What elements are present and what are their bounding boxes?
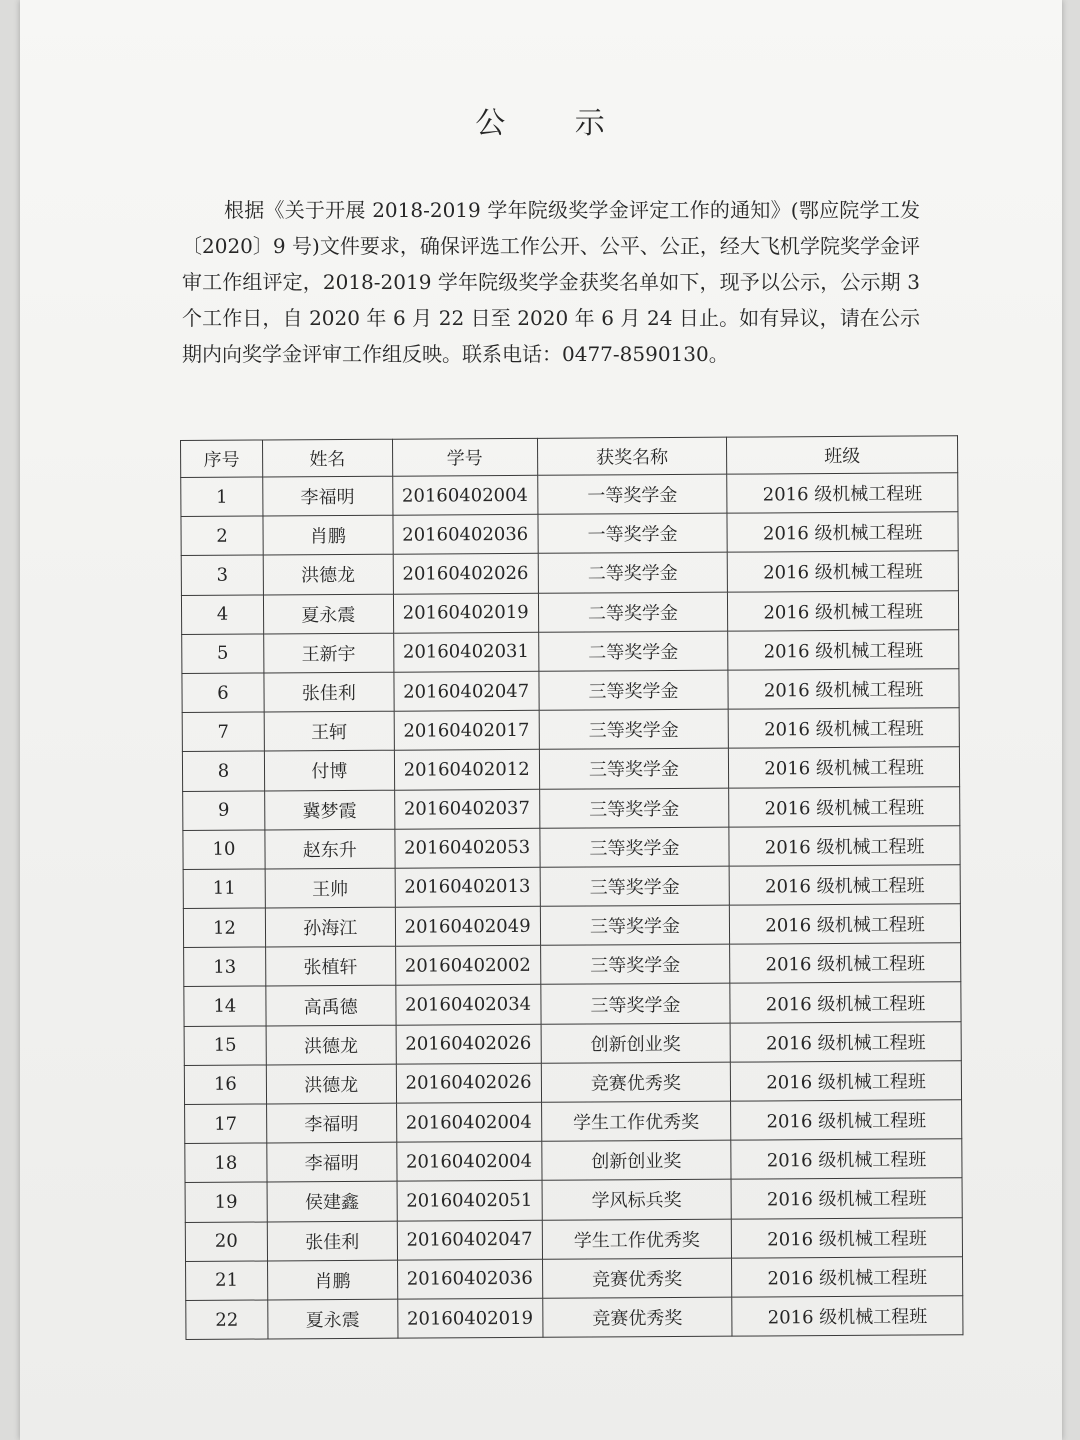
cell-student-id: 20160402026 <box>396 1063 541 1103</box>
table-row <box>184 1021 961 1065</box>
cell-award: 二等奖学金 <box>538 553 728 593</box>
cell-student-id: 20160402013 <box>395 867 540 907</box>
cell-class: 2016 级机械工程班 <box>730 943 961 984</box>
cell-class: 2016 级机械工程班 <box>728 590 959 631</box>
cell-award: 竞赛优秀奖 <box>542 1297 732 1337</box>
cell-class: 2016 级机械工程班 <box>729 865 960 906</box>
cell-award: 三等奖学金 <box>540 866 730 906</box>
table-row <box>181 551 958 595</box>
table-row <box>185 1100 962 1144</box>
cell-award: 创新创业奖 <box>541 1140 731 1180</box>
cell-name: 李福明 <box>267 1142 397 1182</box>
cell-name: 王新宇 <box>264 633 394 673</box>
cell-award: 三等奖学金 <box>539 788 729 828</box>
cell-award: 一等奖学金 <box>537 474 727 514</box>
table-row <box>182 708 959 752</box>
cell-student-id: 20160402004 <box>392 475 537 515</box>
cell-name: 张佳利 <box>264 672 394 712</box>
cell-student-id: 20160402017 <box>394 710 539 750</box>
cell-student-id: 20160402047 <box>397 1220 542 1260</box>
cell-award: 三等奖学金 <box>539 748 729 788</box>
cell-student-id: 20160402026 <box>396 1024 541 1064</box>
cell-index: 17 <box>185 1104 267 1144</box>
table-row <box>184 1061 961 1105</box>
cell-student-id: 20160402019 <box>397 1298 542 1338</box>
header-row <box>181 436 958 478</box>
cell-student-id: 20160402034 <box>396 985 541 1025</box>
cell-award: 二等奖学金 <box>538 631 728 671</box>
cell-student-id: 20160402047 <box>394 671 539 711</box>
table-row <box>186 1296 963 1340</box>
cell-class: 2016 级机械工程班 <box>729 786 960 827</box>
cell-student-id: 20160402051 <box>397 1181 542 1221</box>
cell-student-id: 20160402002 <box>395 946 540 986</box>
table-row <box>181 590 958 634</box>
award-table <box>180 435 963 1340</box>
cell-student-id: 20160402037 <box>394 789 539 829</box>
cell-class: 2016 级机械工程班 <box>731 1100 962 1141</box>
table-row <box>183 825 960 869</box>
cell-student-id: 20160402026 <box>393 554 538 594</box>
header-name: 姓名 <box>262 439 392 477</box>
cell-name: 侯建鑫 <box>267 1182 397 1222</box>
cell-index: 21 <box>186 1261 268 1301</box>
cell-class: 2016 级机械工程班 <box>728 629 959 670</box>
cell-index: 9 <box>183 790 265 830</box>
cell-index: 18 <box>185 1143 267 1183</box>
cell-student-id: 20160402036 <box>393 515 538 555</box>
cell-index: 6 <box>182 673 264 713</box>
cell-index: 8 <box>182 751 264 791</box>
cell-student-id: 20160402031 <box>393 632 538 672</box>
cell-index: 11 <box>183 869 265 909</box>
cell-student-id: 20160402012 <box>394 750 539 790</box>
cell-student-id: 20160402004 <box>396 1141 541 1181</box>
cell-index: 16 <box>184 1065 266 1105</box>
cell-name: 肖鹏 <box>263 515 393 555</box>
cell-index: 12 <box>183 908 265 948</box>
table-row <box>185 1217 962 1261</box>
cell-award: 三等奖学金 <box>539 709 729 749</box>
cell-index: 4 <box>181 595 263 635</box>
cell-index: 1 <box>181 477 263 517</box>
cell-index: 3 <box>181 555 263 595</box>
cell-award: 竞赛优秀奖 <box>542 1258 732 1298</box>
table-row <box>182 669 959 713</box>
table-row <box>185 1139 962 1183</box>
table-row <box>182 747 959 791</box>
cell-award: 三等奖学金 <box>539 670 729 710</box>
cell-class: 2016 级机械工程班 <box>728 708 959 749</box>
table-row <box>184 982 961 1026</box>
cell-name: 洪德龙 <box>266 1064 396 1104</box>
cell-class: 2016 级机械工程班 <box>732 1296 963 1337</box>
cell-class: 2016 级机械工程班 <box>731 1178 962 1219</box>
cell-award: 一等奖学金 <box>538 513 728 553</box>
cell-award: 三等奖学金 <box>540 905 730 945</box>
header-student-id: 学号 <box>392 438 537 476</box>
cell-name: 夏永震 <box>268 1299 398 1339</box>
table-row <box>181 473 958 517</box>
cell-name: 王轲 <box>264 711 394 751</box>
cell-name: 李福明 <box>266 1103 396 1143</box>
cell-student-id: 20160402004 <box>396 1102 541 1142</box>
cell-name: 肖鹏 <box>267 1260 397 1300</box>
cell-name: 夏永震 <box>263 594 393 634</box>
table-row <box>183 865 960 909</box>
cell-award: 学生工作优秀奖 <box>541 1101 731 1141</box>
document-title: 公 示 <box>475 106 635 141</box>
cell-award: 创新创业奖 <box>541 1023 731 1063</box>
cell-class: 2016 级机械工程班 <box>730 904 961 945</box>
cell-class: 2016 级机械工程班 <box>728 669 959 710</box>
cell-class: 2016 级机械工程班 <box>730 982 961 1023</box>
cell-index: 13 <box>184 947 266 987</box>
table-row <box>183 904 960 948</box>
cell-student-id: 20160402036 <box>397 1259 542 1299</box>
cell-name: 冀梦霞 <box>265 790 395 830</box>
cell-class: 2016 级机械工程班 <box>730 1021 961 1062</box>
cell-award: 学生工作优秀奖 <box>542 1219 732 1259</box>
cell-award: 三等奖学金 <box>540 827 730 867</box>
cell-index: 19 <box>185 1182 267 1222</box>
cell-class: 2016 级机械工程班 <box>729 747 960 788</box>
cell-name: 高禹德 <box>266 986 396 1026</box>
cell-index: 14 <box>184 986 266 1026</box>
cell-name: 洪德龙 <box>266 1025 396 1065</box>
cell-award: 学风标兵奖 <box>542 1180 732 1220</box>
cell-class: 2016 级机械工程班 <box>731 1061 962 1102</box>
cell-class: 2016 级机械工程班 <box>727 473 958 514</box>
cell-award: 竞赛优秀奖 <box>541 1062 731 1102</box>
cell-student-id: 20160402053 <box>395 828 540 868</box>
cell-name: 赵东升 <box>265 829 395 869</box>
table-row <box>183 786 960 830</box>
cell-name: 张佳利 <box>267 1221 397 1261</box>
cell-index: 5 <box>182 634 264 674</box>
table-body <box>181 473 963 1340</box>
cell-name: 付博 <box>264 751 394 791</box>
cell-name: 孙海江 <box>265 907 395 947</box>
header-award: 获奖名称 <box>537 437 727 475</box>
table-row <box>186 1256 963 1300</box>
cell-award: 三等奖学金 <box>540 984 730 1024</box>
cell-class: 2016 级机械工程班 <box>732 1256 963 1297</box>
header-index: 序号 <box>181 440 263 477</box>
header-class: 班级 <box>727 436 958 474</box>
cell-index: 2 <box>181 516 263 556</box>
cell-class: 2016 级机械工程班 <box>727 551 958 592</box>
cell-index: 20 <box>185 1222 267 1262</box>
cell-index: 10 <box>183 830 265 870</box>
table-row <box>185 1178 962 1222</box>
cell-name: 洪德龙 <box>263 555 393 595</box>
table-row <box>181 512 958 556</box>
cell-award: 三等奖学金 <box>540 944 730 984</box>
cell-award: 二等奖学金 <box>538 592 728 632</box>
notice-paragraph: 根据《关于开展 2018-2019 学年院级奖学金评定工作的通知》(鄂应院学工发〔2020〕9 号)文件要求，确保评选工作公开、公平、公正，经大飞机学院奖学金评审工作组评定，2018-2019 学年院级奖学金获奖名单如下，现予以公示，公示期 3 个工作日，自 2020 年 6 月 22 日至 2020 年 6 月 24 日止。如有异议，请在公示期内向奖学金评审工作组反映。联系电话：0477-8590130。 <box>182 198 920 366</box>
cell-student-id: 20160402019 <box>393 593 538 633</box>
cell-class: 2016 级机械工程班 <box>731 1139 962 1180</box>
table-row <box>182 629 959 673</box>
cell-index: 7 <box>182 712 264 752</box>
table-row <box>184 943 961 987</box>
cell-name: 王帅 <box>265 868 395 908</box>
cell-index: 22 <box>186 1300 268 1340</box>
cell-class: 2016 级机械工程班 <box>727 512 958 553</box>
cell-name: 张植轩 <box>265 946 395 986</box>
cell-class: 2016 级机械工程班 <box>732 1217 963 1258</box>
table-header <box>181 436 958 478</box>
cell-student-id: 20160402049 <box>395 906 540 946</box>
cell-name: 李福明 <box>263 476 393 516</box>
cell-index: 15 <box>184 1026 266 1066</box>
cell-class: 2016 级机械工程班 <box>729 825 960 866</box>
